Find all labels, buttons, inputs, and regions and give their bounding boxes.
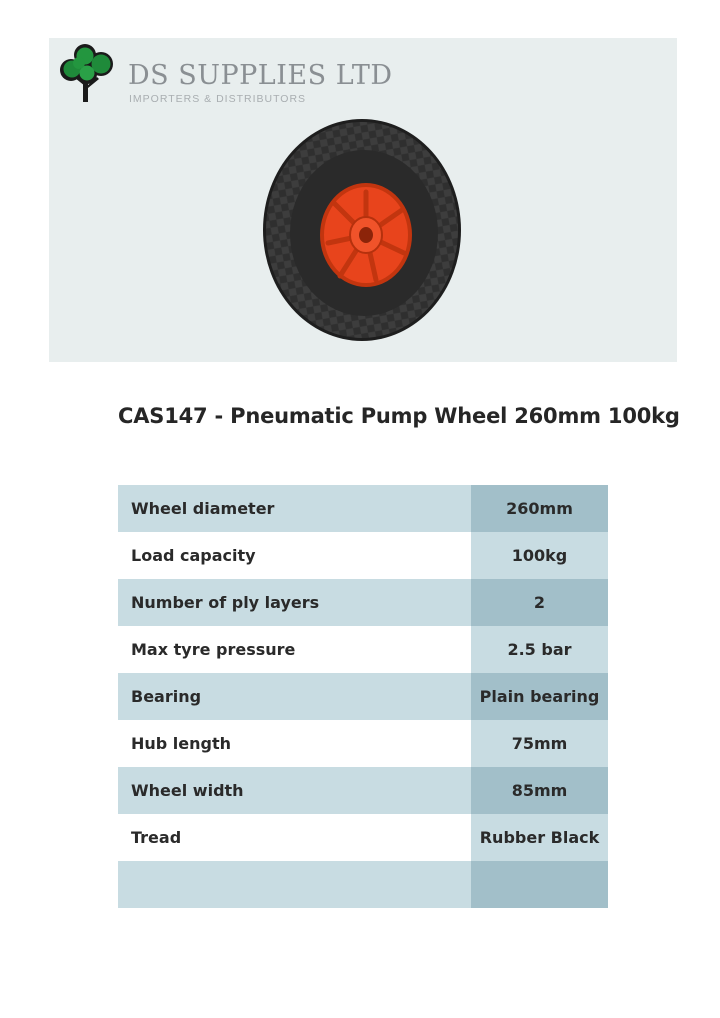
table-row xyxy=(118,485,608,532)
table-row xyxy=(118,767,608,814)
table-row xyxy=(118,673,608,720)
spec-value: 2.5 bar xyxy=(471,626,608,673)
brand-tagline: IMPORTERS & DISTRIBUTORS xyxy=(129,93,307,105)
table-row xyxy=(118,532,608,579)
spec-value: 75mm xyxy=(471,720,608,767)
spec-value: Rubber Black xyxy=(471,814,608,861)
product-title: CAS147 - Pneumatic Pump Wheel 260mm 100kg xyxy=(118,404,680,428)
spec-value: 260mm xyxy=(471,485,608,532)
spec-label: Hub length xyxy=(118,720,471,767)
spec-value xyxy=(471,861,608,908)
tree-icon xyxy=(57,42,123,106)
spec-label: Number of ply layers xyxy=(118,579,471,626)
spec-label: Wheel diameter xyxy=(118,485,471,532)
spec-value: Plain bearing xyxy=(471,673,608,720)
spec-value: 100kg xyxy=(471,532,608,579)
company-logo xyxy=(57,42,397,106)
spec-label: Tread xyxy=(118,814,471,861)
spec-value: 85mm xyxy=(471,767,608,814)
spec-label: Wheel width xyxy=(118,767,471,814)
table-row xyxy=(118,626,608,673)
spec-label: Max tyre pressure xyxy=(118,626,471,673)
spec-label xyxy=(118,861,471,908)
spec-label: Load capacity xyxy=(118,532,471,579)
table-row xyxy=(118,720,608,767)
hero-banner xyxy=(49,38,677,362)
table-row xyxy=(118,861,608,908)
brand-name: DS SUPPLIES LTD xyxy=(128,60,393,91)
pneumatic-wheel-icon xyxy=(262,118,462,343)
spec-value: 2 xyxy=(471,579,608,626)
spec-label: Bearing xyxy=(118,673,471,720)
spec-table xyxy=(118,485,608,908)
table-row xyxy=(118,579,608,626)
table-row xyxy=(118,814,608,861)
